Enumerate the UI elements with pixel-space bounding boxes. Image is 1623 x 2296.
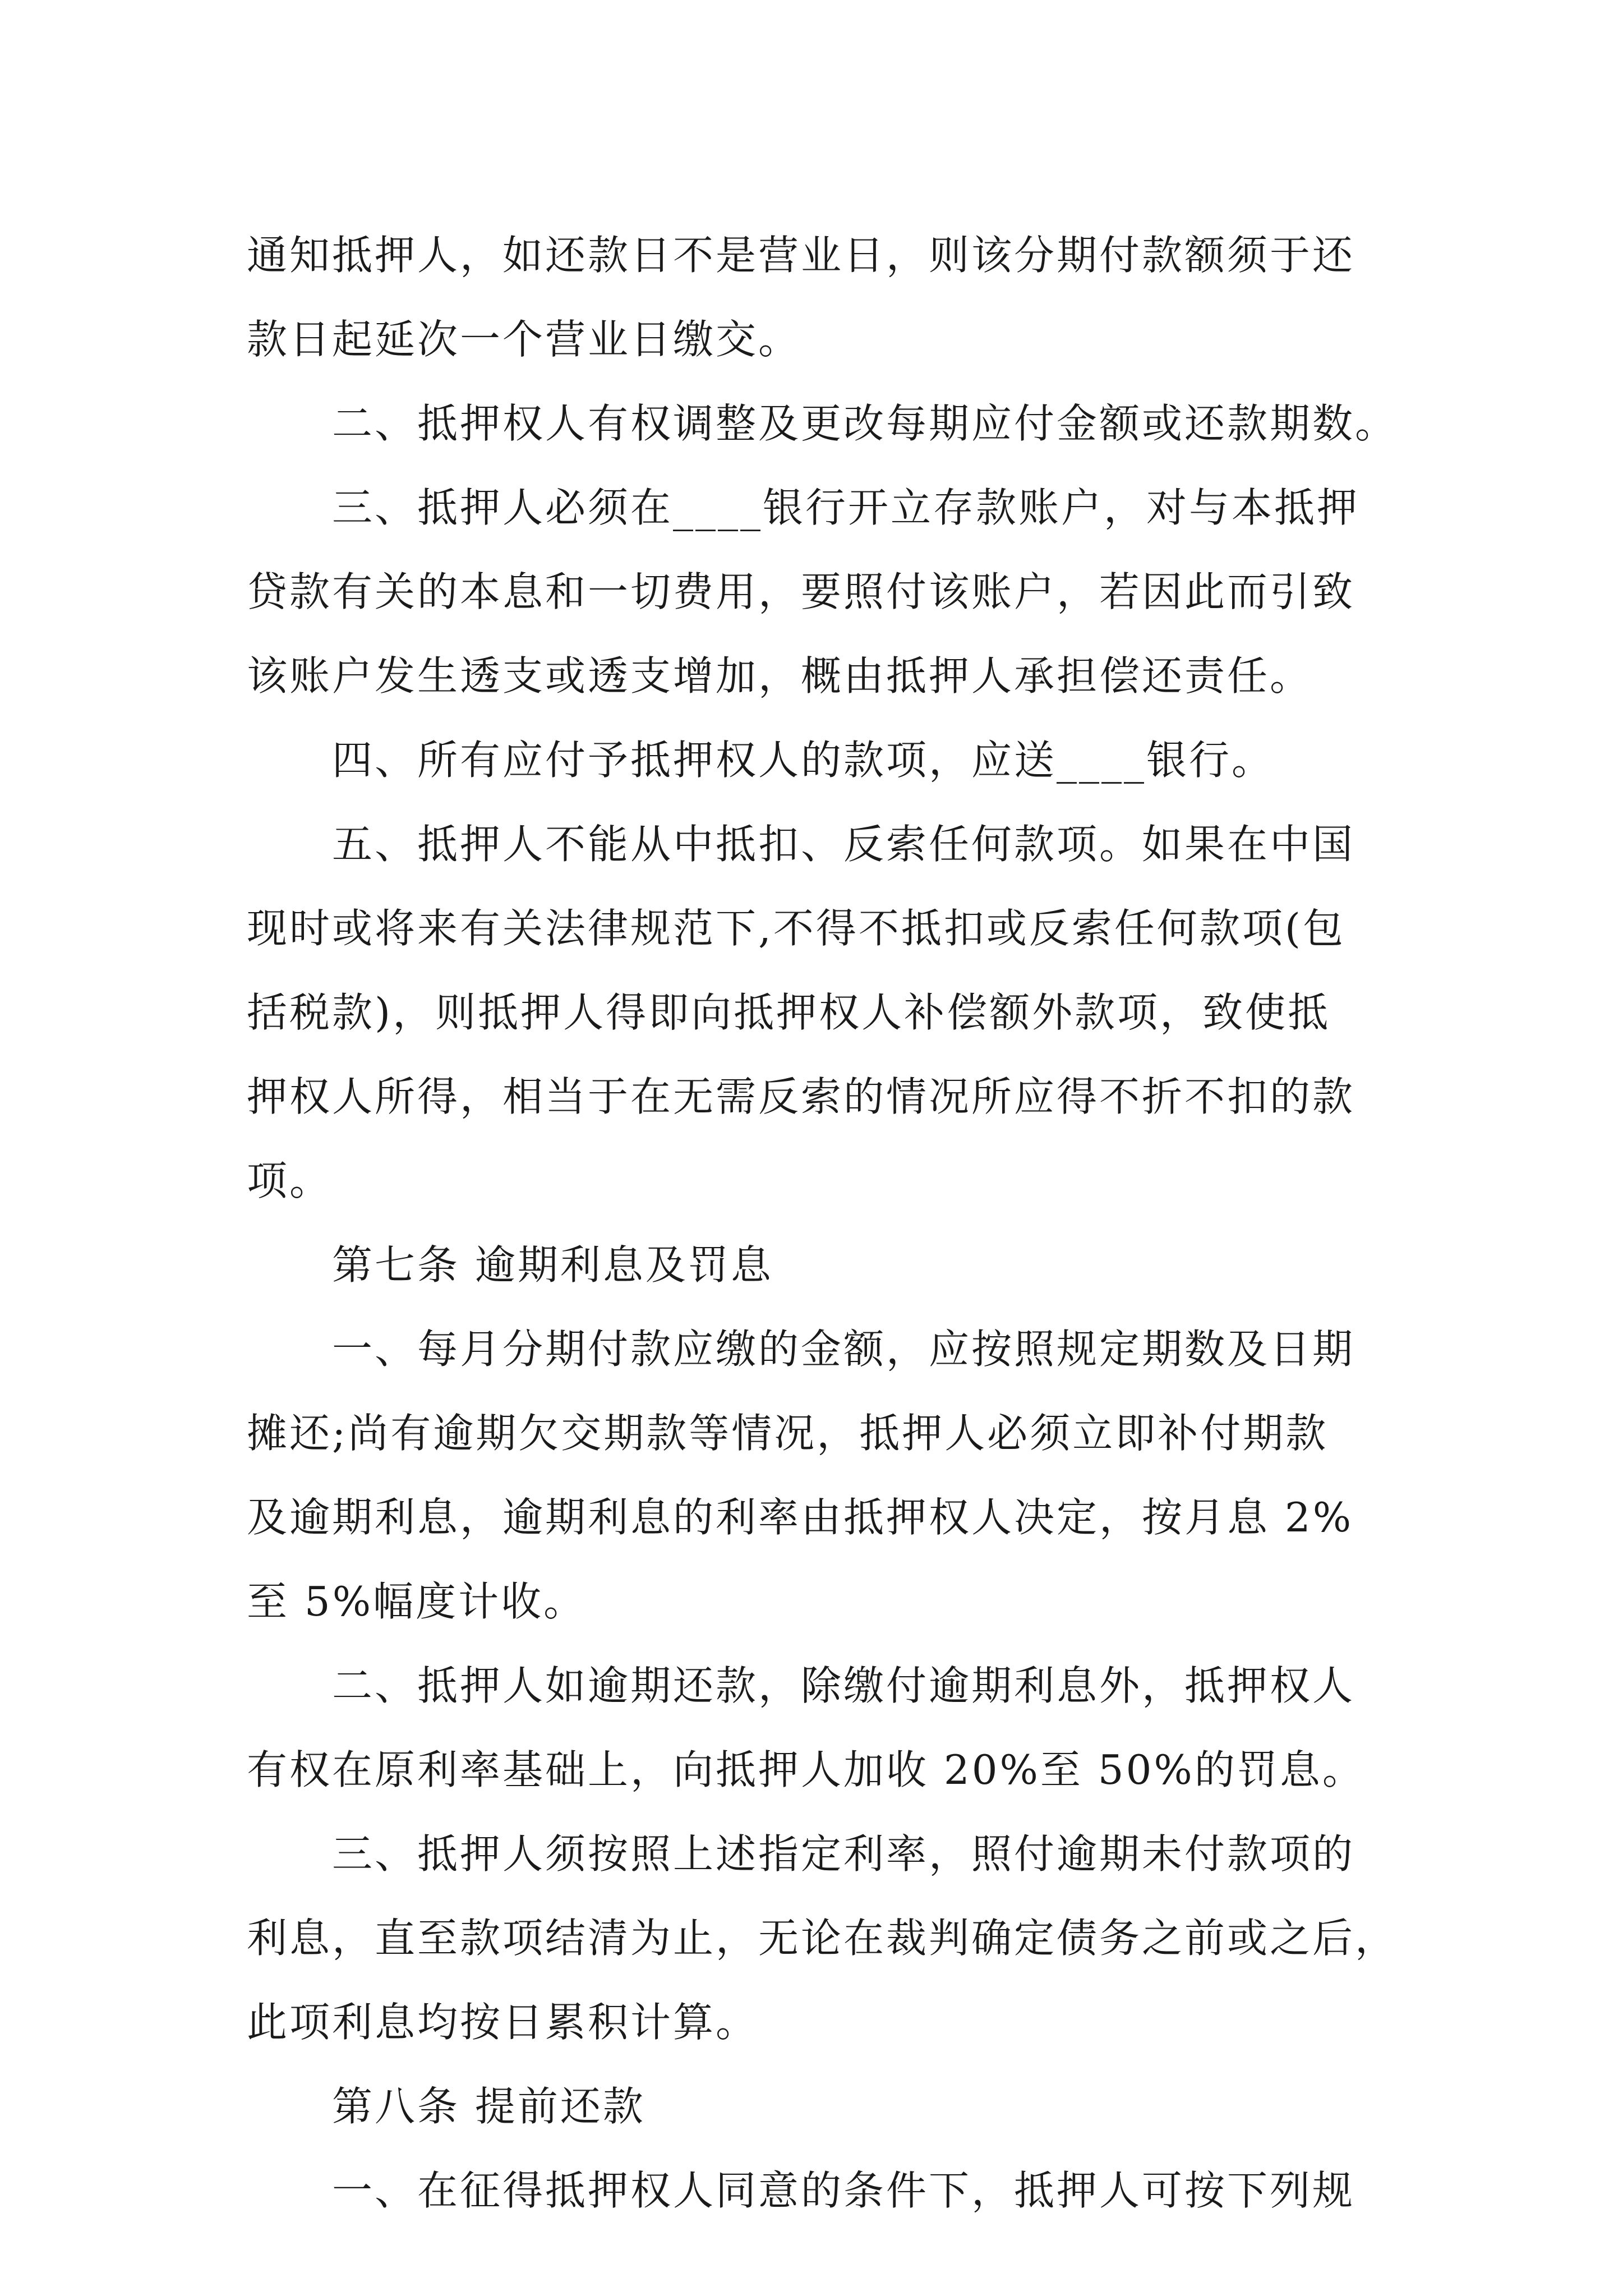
text-line: 该账户发生透支或透支增加，概由抵押人承担偿还责任。 bbox=[247, 652, 1313, 700]
text-line: 通知抵押人，如还款日不是营业日，则该分期付款额须于还 bbox=[247, 232, 1355, 279]
text-line: 押权人所得，相当于在无需反索的情况所应得不折不扣的款 bbox=[247, 1073, 1355, 1120]
text-line: 至 5%幅度计收。 bbox=[247, 1578, 587, 1625]
clause-2: 二、抵押权人有权调整及更改每期应付金额或还款期数。 bbox=[332, 400, 1398, 447]
clause-7-3: 三、抵押人须按照上述指定利率，照付逾期未付款项的 bbox=[332, 1830, 1355, 1878]
text-line: 贷款有关的本息和一切费用，要照付该账户，若因此而引致 bbox=[247, 568, 1355, 615]
text-line: 现时或将来有关法律规范下,不得不抵扣或反索任何款项(包 bbox=[247, 905, 1345, 952]
text-line: 及逾期利息，逾期利息的利率由抵押权人决定，按月息 2% bbox=[247, 1494, 1354, 1541]
article-8-heading: 第八条 提前还款 bbox=[332, 2083, 645, 2130]
text-line: 有权在原利率基础上，向抵押人加收 20%至 50%的罚息。 bbox=[247, 1746, 1365, 1793]
text-line: 摊还;尚有逾期欠交期款等情况，抵押人必须立即补付期款 bbox=[247, 1410, 1329, 1457]
text-line: 利息，直至款项结清为止，无论在裁判确定债务之前或之后， bbox=[247, 1915, 1398, 1962]
article-7-heading: 第七条 逾期利息及罚息 bbox=[332, 1241, 773, 1289]
text-line: 款日起延次一个营业日缴交。 bbox=[247, 316, 801, 363]
text-line: 此项利息均按日累积计算。 bbox=[247, 1999, 759, 2046]
document-page bbox=[247, 213, 1398, 2233]
clause-4: 四、所有应付予抵押权人的款项，应送____银行。 bbox=[332, 737, 1275, 784]
clause-8-1: 一、在征得抵押权人同意的条件下，抵押人可按下列规 bbox=[332, 2167, 1355, 2214]
text-line: 项。 bbox=[247, 1157, 333, 1204]
clause-7-1: 一、每月分期付款应缴的金额，应按照规定期数及日期 bbox=[332, 1326, 1355, 1373]
clause-5: 五、抵押人不能从中抵扣、反索任何款项。如果在中国 bbox=[332, 821, 1355, 868]
clause-3: 三、抵押人必须在____银行开立存款账户，对与本抵押 bbox=[332, 484, 1360, 531]
text-line: 括税款)，则抵押人得即向抵押权人补偿额外款项，致使抵 bbox=[247, 989, 1331, 1036]
clause-7-2: 二、抵押人如逾期还款，除缴付逾期利息外，抵押权人 bbox=[332, 1662, 1355, 1709]
